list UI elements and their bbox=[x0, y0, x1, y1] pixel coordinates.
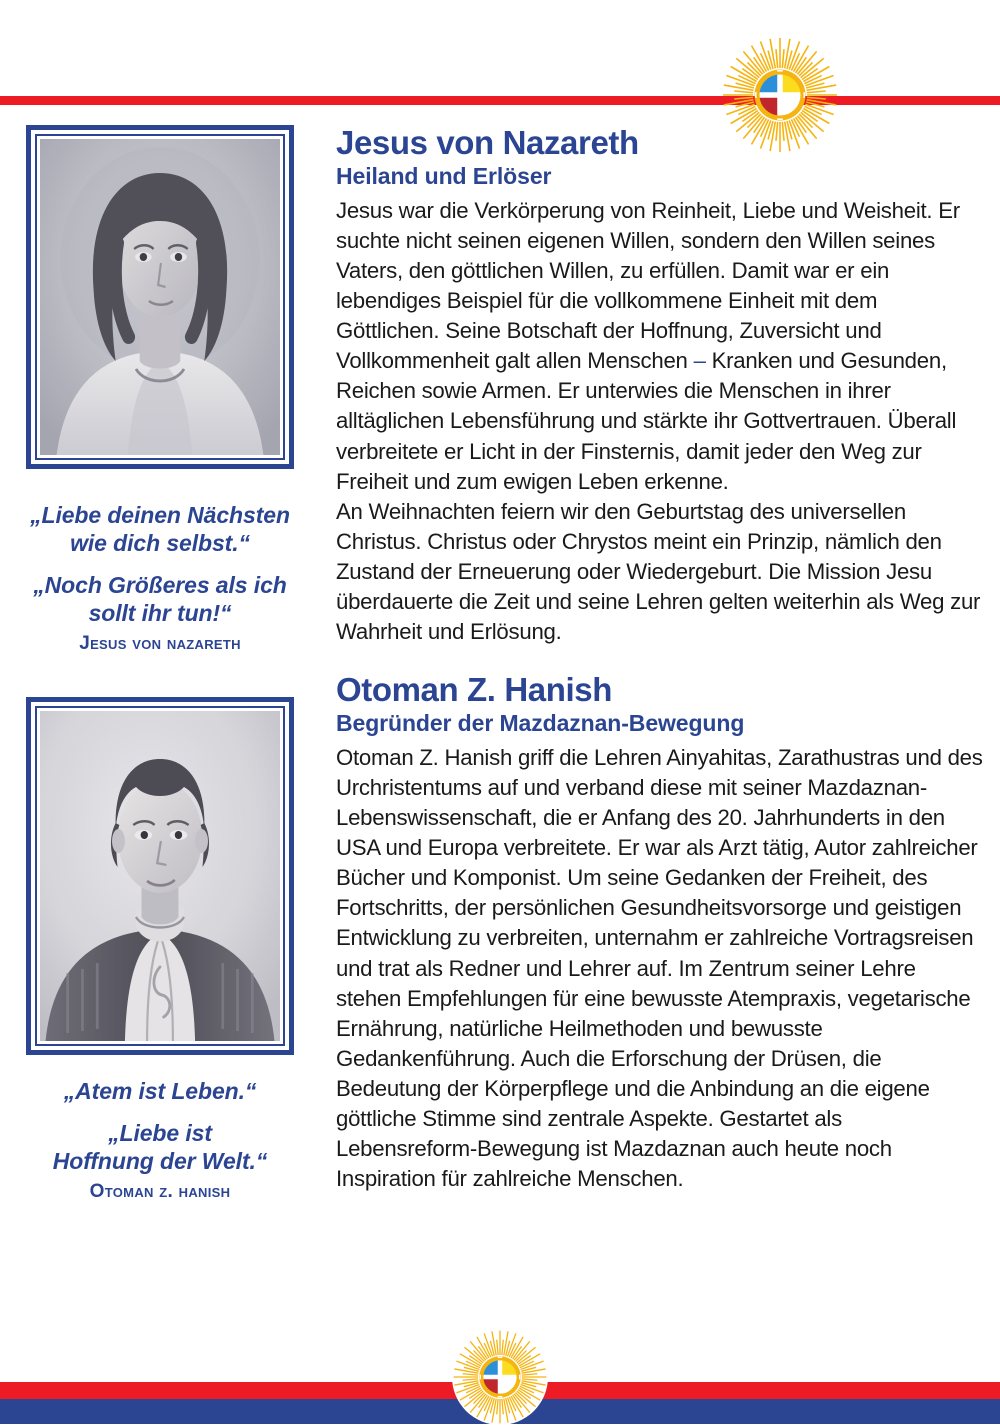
section-subtitle: Heiland und Erlöser bbox=[336, 162, 552, 189]
quote-spacer bbox=[12, 557, 308, 571]
body-text-part1: Otoman Z. Hanish griff die Lehren Ainyahitas, Zarathustras und des Urchristentums auf und verband diese mit seiner Mazdaznan-Lebenswissenschaft, die er Anfang des 20. Jahrhunderts in den USA und Europa verbreitete. Er war als Arzt tätig, Autor zahlreicher Bücher und Komponist. Um seine Gedanken der Freiheit, des Fortschritts, der persönlichen Gesundheitsvorsorge und geistigen Entwicklung zu verbreiten, unternahm er zahlreiche Vortragsreisen und trat als Redner und Lehrer auf. Im Zentrum seiner Lehre stehen Empfehlungen für eine bewusste Atempraxis, vegetarische Ernährung, natürliche Heilmethoden und bewusste Gedankenführung. Auch die Erforschung der Drüsen, die Bedeutung der Körperpflege und die Anbindung an die eigene göttliche Stimme sind zentrale Aspekte. Gestartet als Lebensreform-Bewegung ist Mazdaznan auch heute noch Inspiration für zahlreiche Menschen. bbox=[336, 745, 983, 1192]
section-title: Jesus von Nazareth bbox=[336, 124, 639, 161]
body-endash: – bbox=[693, 348, 706, 374]
body-text-part3: An Weihnachten feiern wir den Geburtstag des universellen Christus. Christus oder Chrystos meint ein Prinzip, nämlich den Zustand der Erneuerung oder Wiedergeburt. Die Mission Jesu überdauerte die Zeit und seine Lehren gelten weiterhin als Weg zur Wahrheit und Erlösung. bbox=[336, 498, 981, 645]
main-content bbox=[336, 125, 984, 1194]
mazdaznan-sunburst-logo-bottom bbox=[452, 1329, 548, 1425]
portrait-image-jesus bbox=[40, 139, 280, 455]
left-sidebar bbox=[0, 125, 320, 1203]
quote-line: „Atem ist Leben.“ bbox=[63, 1078, 257, 1105]
quote-spacer bbox=[12, 1105, 308, 1119]
top-red-rule bbox=[0, 96, 1000, 105]
portrait-image-hanish bbox=[40, 711, 280, 1041]
quote-line: „Liebe deinen Nächsten bbox=[30, 502, 290, 528]
quote-line: wie dich selbst.“ bbox=[70, 530, 250, 557]
quote-block-jesus bbox=[0, 501, 320, 655]
body-text-part2: Kranken und Gesunden, Reichen sowie Armen. Er unterwies die Menschen in ihrer alltäglichen Lebensführung und stärkte ihr Gottvertrauen. Überall verbreitete er Licht in der Finsternis, damit jeder den Weg zur Freiheit und zum ewigen Leben erkenne. bbox=[336, 348, 957, 494]
section-body bbox=[336, 196, 984, 647]
quote-line: Hoffnung der Welt.“ bbox=[52, 1148, 268, 1175]
quote-line: „Liebe ist bbox=[108, 1120, 212, 1147]
section-subtitle: Begründer der Mazdaznan-Bewegung bbox=[336, 709, 745, 736]
portrait-inner-border bbox=[35, 134, 285, 460]
portrait-frame-jesus bbox=[26, 125, 294, 469]
section-hanish bbox=[336, 672, 984, 1194]
portrait-inner-border bbox=[35, 706, 285, 1046]
portrait-frame-hanish bbox=[26, 697, 294, 1055]
mazdaznan-sunburst-logo-top bbox=[721, 36, 839, 154]
section-jesus bbox=[336, 125, 984, 647]
quote-attribution-hanish: Otoman z. hanish bbox=[89, 1181, 231, 1203]
quote-block-hanish bbox=[0, 1077, 320, 1203]
body-text-part1: Jesus war die Verkörperung von Reinheit, Liebe und Weisheit. Er suchte nicht seinen eigenen Willen, sondern den Willen seines Vaters, den göttlichen Willen, zu erfüllen. Damit war er ein lebendiges Beispiel für die vollkommene Einheit mit dem Göttlichen. Seine Botschaft der Hoffnung, Zuversicht und Vollkommenheit galt allen Menschen bbox=[336, 197, 960, 374]
quote-attribution-jesus: Jesus von nazareth bbox=[79, 633, 241, 655]
quote-line: „Noch Größeres als ich bbox=[33, 572, 287, 599]
quote-line: sollt ihr tun!“ bbox=[88, 600, 232, 627]
section-body bbox=[336, 743, 984, 1194]
section-title: Otoman Z. Hanish bbox=[336, 671, 612, 709]
